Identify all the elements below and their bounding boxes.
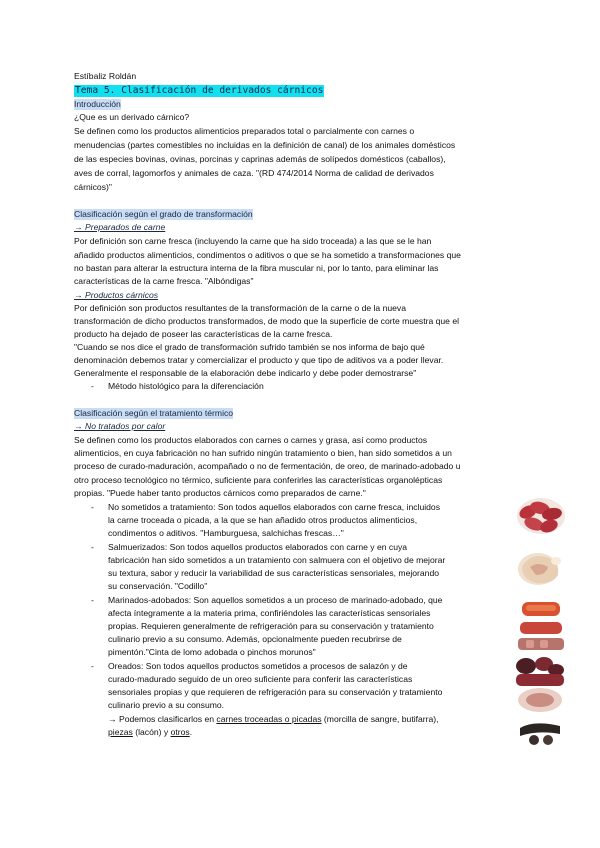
list-item: culinario previo a su consumo. Además, opcionalmente pueden recubrirse de [108, 634, 402, 644]
no-calor-line: Se definen como los productos elaborados con carnes o carnes y grasa, así como productos [74, 435, 428, 445]
intro-line: menudencias (partes comestibles no incluidas en la definición de canal) de los animales domésticos [74, 140, 456, 150]
intro-line: cárnicos)" [74, 182, 112, 192]
list-item: curado-madurado seguido de un oreo suficiente para conferir las características [108, 674, 413, 684]
list-item: su conservación. "Codillo" [108, 581, 208, 591]
page-title: Tema 5. Clasificación de derivados cárnicos [75, 85, 324, 96]
no-calor-line: proceso de curado-maduración, acompañado o no de fermentación, de oreo, de marinado-adobado u [74, 461, 461, 471]
preparados-line: Por definición son carne fresca (incluyendo la carne que ha sido troceada) a las que se le han [74, 236, 432, 246]
note-link-otros: otros [170, 727, 190, 737]
list-item: Salmuerizados: Son todos aquellos productos elaborados con carne y en cuya [108, 542, 408, 552]
no-calor-label: → No tratados por calor [74, 421, 166, 431]
bullet-marker: - [91, 502, 94, 512]
list-item: No sometidos a tratamiento: Son todos aquellos elaborados con carne fresca, incluidos [108, 502, 441, 512]
intro-question: ¿Que es un derivado cárnico? [74, 112, 190, 122]
list-item: afecta íntegramente a la materia prima, confiriéndoles las características sensoriales [108, 608, 431, 618]
list-item: pimentón."Cinta de lomo adobada o pinchos morunos" [108, 647, 316, 657]
list-item: Marinados-adobados: Son aquellos sometidos a un proceso de marinado-adobado, que [108, 595, 443, 605]
note-mid: (morcilla de sangre, butifarra), [321, 714, 439, 724]
bullet-marker: - [91, 542, 94, 552]
list-item: sensoriales propias y que requieren de refrigeración para su conservación y tratamiento [108, 687, 443, 697]
no-calor-line: alimenticios, en cuya fabricación no han sufrido ningún tratamiento o bien, han sido sometidos a un [74, 448, 452, 458]
bullet-marker: - [91, 661, 94, 671]
note-end: . [189, 727, 193, 737]
classification-note-2 [108, 727, 192, 738]
productos-label: → Productos cárnicos [74, 290, 159, 300]
intro-line: de las especies bovinas, ovinas, porcinas y caprinas además de solípedos domésticos (caballos), [74, 154, 446, 164]
list-item: la carne troceada o picada, a la que se han añadido otros productos alimenticios, [108, 515, 418, 525]
productos-line: Generalmente el responsable de la elaboración debe indicarlo y debe poder demostrarse" [74, 368, 417, 378]
productos-line: transformación de dicho productos transformados, de modo que la superficie de corte muestra que el [74, 316, 460, 326]
sausages-image [516, 494, 566, 536]
termico-heading: Clasificación según el tratamiento térmico [74, 408, 234, 418]
productos-line: "Cuando se nos dice el grado de transformación sufrido también se nos informa de bajo qué [74, 342, 425, 352]
productos-line: Por definición son productos resultantes de la transformación de la carne o de la nueva [74, 303, 407, 313]
list-item: condimentos o aditivos. "Hamburguesa, salchichas frescas…" [108, 528, 344, 538]
intro-line: Se definen como los productos alimenticios preparados total o parcialmente con carnes o [74, 126, 415, 136]
preparados-line: características de la carne fresca. "Albóndigas" [74, 276, 254, 286]
codillo-image [516, 547, 564, 587]
cured-products-image [514, 656, 566, 746]
list-item: propias. Requieren generalmente de refrigeración para su conservación y tratamiento [108, 621, 434, 631]
preparados-line: añadido productos alimenticios, condimentos o aditivos o que se ha sometido a transformaciones que [74, 250, 461, 260]
list-item: culinario previo a su consumo. [108, 700, 225, 710]
productos-line: denominación debemos tratar y comercializar el producto y que tipo de aditivos va a poder llevar. [74, 355, 444, 365]
no-calor-line: propias. "Puede haber tanto productos cárnicos como preparados de carne." [74, 488, 366, 498]
list-item: Oreados: Son todos aquellos productos sometidos a procesos de salazón y de [108, 661, 408, 671]
note-prefix: → Podemos clasificarlos en [108, 714, 217, 724]
productos-bullet: Método histológico para la diferenciación [108, 381, 264, 391]
grado-heading: Clasificación según el grado de transformación [74, 209, 253, 219]
classification-note [108, 714, 439, 725]
list-item: fabricación han sido sometidos a un tratamiento con salmuera con el objetivo de mejorar [108, 555, 446, 565]
note-link-carnes: carnes troceadas o picadas [216, 714, 322, 724]
intro-line: aves de corral, lagomorfos y animales de caza. "(RD 474/2014 Norma de calidad de derivados [74, 168, 434, 178]
preparados-label: → Preparados de carne [74, 222, 166, 232]
productos-line: producto ha dejado de poseer las características de la carne fresca. [74, 329, 333, 339]
note-mid2: (lacón) y [132, 727, 171, 737]
author-name: Estíbaliz Roldán [74, 71, 137, 81]
marinated-image [516, 598, 566, 654]
intro-heading: Introducción [74, 99, 121, 109]
note-link-piezas: piezas [108, 727, 133, 737]
list-item: su textura, sabor y reducir la variabilidad de sus características sensoriales, mejorando [108, 568, 440, 578]
no-calor-line: otro proceso tecnológico no térmico, suficiente para conferirles las características organolépticas [74, 475, 443, 485]
bullet-marker: - [91, 381, 94, 391]
bullet-marker: - [91, 595, 94, 605]
preparados-line: no bastan para alterar la estructura interna de la fibra muscular ni, por lo tanto, para eliminar las [74, 263, 439, 273]
